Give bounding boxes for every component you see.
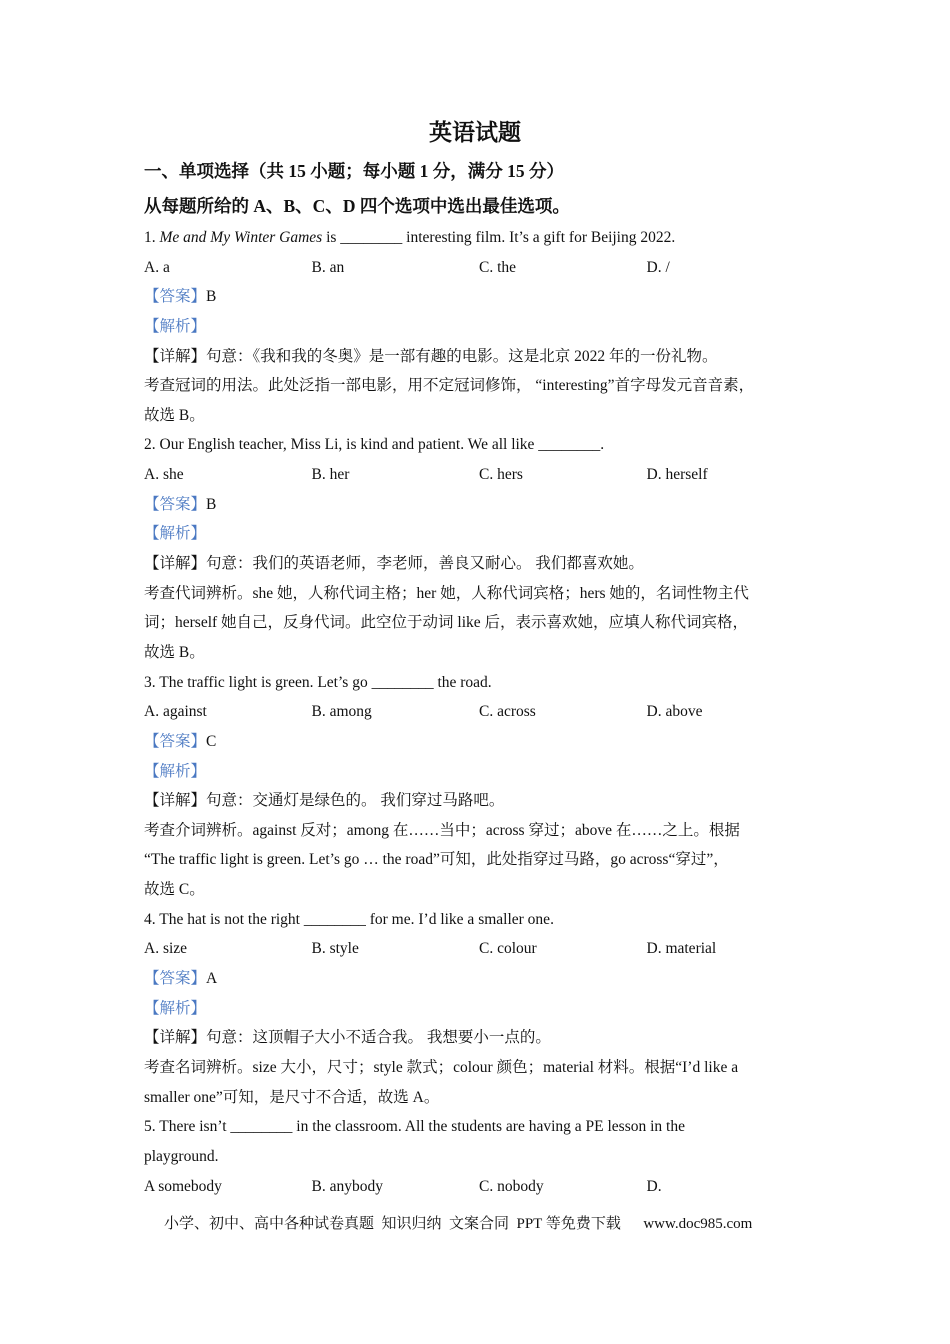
detail-line: 故选 B。 <box>144 643 205 661</box>
option-c: C. hers <box>479 466 523 484</box>
answer-line <box>144 964 814 994</box>
option-d: D. <box>646 1177 662 1195</box>
document-title: 英语试题 <box>429 120 521 145</box>
option-a: A. size <box>144 940 188 958</box>
answer-label: 【答案】 <box>144 495 207 513</box>
question-stem <box>144 223 814 253</box>
detail-line: 故选 B。 <box>144 406 205 424</box>
option-c: C. nobody <box>479 1177 544 1195</box>
question-stem: 4. The hat is not the right ________ for me. I’d like a smaller one. <box>144 910 554 928</box>
detail-line: 考查冠词的用法。此处泛指一部电影，用不定冠词修饰， “interesting”首字母发元音音素， <box>144 377 755 395</box>
options <box>144 697 814 727</box>
detail-line: 考查代词辨析。she 她，人称代词主格；her 她，人称代词宾格；hers 她的，名词性物主代 <box>144 584 749 602</box>
question-stem: 5. There isn’t ________ in the classroom. All the students are having a PE lesson in the <box>144 1118 685 1136</box>
question-stem: 3. The traffic light is green. Let’s go ________ the road. <box>144 673 492 691</box>
answer-label: 【答案】 <box>144 288 207 306</box>
option-a: A. she <box>144 466 184 484</box>
analysis-label: 【解析】 <box>144 525 207 543</box>
footer <box>164 1212 752 1233</box>
footer-url[interactable]: www.doc985.com <box>643 1216 753 1232</box>
option-d: D. material <box>646 940 717 958</box>
detail-line: “The traffic light is green. Let’s go … the road”可知，此处指穿过马路，go across“穿过”， <box>144 851 729 869</box>
answer-label: 【答案】 <box>144 732 207 750</box>
answer-value: C <box>206 732 217 750</box>
question-stem: 2. Our English teacher, Miss Li, is kind and patient. We all like ________. <box>144 436 605 454</box>
answer-value: B <box>206 495 217 513</box>
option-d: D. / <box>646 258 670 276</box>
footer-text: 小学、初中、高中各种试卷真题 知识归纳 文案合同 PPT 等免费下载 <box>164 1216 621 1232</box>
detail-line: 故选 C。 <box>144 881 205 899</box>
option-a: A somebody <box>144 1177 222 1195</box>
film-title: Me and My Winter Games <box>159 229 323 246</box>
detail-line: 词；herself 她自己，反身代词。此空位于动词 like 后，表示喜欢她，应填人称代词宾格， <box>144 614 749 632</box>
detail-line: 【详解】句意：交通灯是绿色的。 我们穿过马路吧。 <box>144 792 505 810</box>
option-b: B. an <box>311 258 345 276</box>
question-stem-continued: playground. <box>144 1147 219 1165</box>
answer-value: A <box>206 970 218 988</box>
option-a: A. against <box>144 703 207 721</box>
detail-line: smaller one”可知，是尺寸不合适，故选 A。 <box>144 1088 440 1106</box>
option-b: B. anybody <box>311 1177 383 1195</box>
options <box>144 253 814 283</box>
options <box>144 1172 814 1202</box>
answer-label: 【答案】 <box>144 970 207 988</box>
analysis-label: 【解析】 <box>144 317 207 335</box>
detail-line: 考查名词辨析。size 大小，尺寸；style 款式；colour 颜色；material 材料。根据“I’d like a <box>144 1058 739 1076</box>
option-b: B. style <box>311 940 359 958</box>
detail-line: 【详解】句意：这顶帽子大小不适合我。 我想要小一点的。 <box>144 1029 551 1047</box>
detail-line: 【详解】句意：《我和我的冬奥》是一部有趣的电影。这是北京 2022 年的一份礼物。 <box>144 347 718 365</box>
detail-line: 考查介词辨析。against 反对；among 在……当中；across 穿过；above 在……之上。根据 <box>144 821 740 839</box>
questions <box>144 223 814 1201</box>
options <box>144 460 814 490</box>
option-a: A. a <box>144 258 170 276</box>
option-d: D. above <box>646 703 703 721</box>
question-number: 1. <box>144 229 160 246</box>
instruction: 从每题所给的 A、B、C、D 四个选项中选出最佳选项。 <box>144 196 570 216</box>
option-c: C. across <box>479 703 536 721</box>
analysis-label: 【解析】 <box>144 762 207 780</box>
answer-line <box>144 727 814 757</box>
analysis-label: 【解析】 <box>144 999 207 1017</box>
stem-text: is ________ interesting film. It’s a gift for Beijing 2022. <box>322 229 676 246</box>
section-heading: 一、单项选择（共 15 小题；每小题 1 分，满分 15 分） <box>144 161 564 181</box>
options <box>144 934 814 964</box>
detail-line: 【详解】句意：我们的英语老师，李老师，善良又耐心。 我们都喜欢她。 <box>144 555 644 573</box>
option-d: D. herself <box>646 466 708 484</box>
answer-line <box>144 282 814 312</box>
option-c: C. colour <box>479 940 537 958</box>
option-b: B. her <box>311 466 350 484</box>
answer-value: B <box>206 288 217 306</box>
answer-line <box>144 490 814 520</box>
option-c: C. the <box>479 258 517 276</box>
option-b: B. among <box>311 703 372 721</box>
